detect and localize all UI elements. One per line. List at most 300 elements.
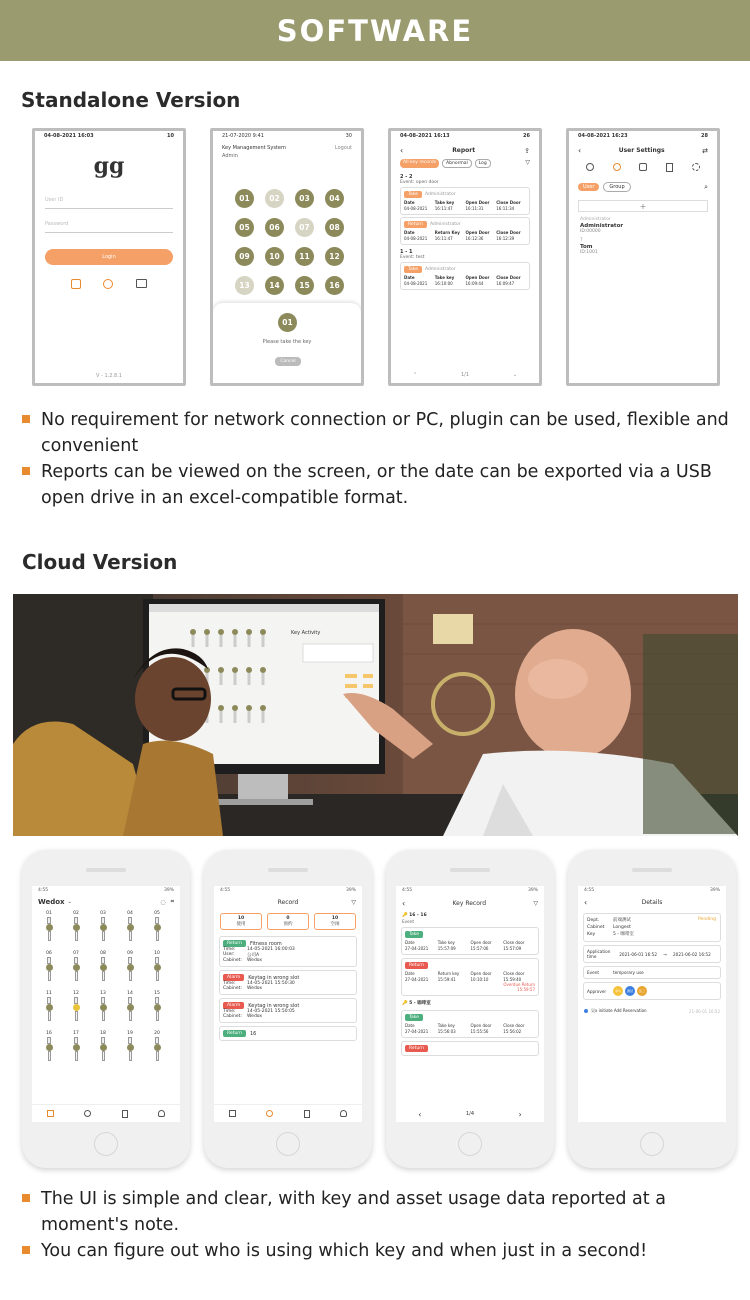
table-header: Take key [437,1023,455,1028]
record-table [404,200,526,211]
slot-number: 01 [46,911,52,916]
key-fob [101,1037,105,1044]
record-tag: Alarm [223,974,244,981]
key-slot-button[interactable]: 09 [235,247,254,266]
key-slot[interactable] [96,1031,110,1061]
key-stem [75,931,78,941]
status-bar: 04-08-2021 16:23 28 [578,133,708,139]
chevron-down-icon[interactable]: ⌄ [67,899,72,905]
key-dot [73,1004,80,1011]
key-record-screen [396,886,544,1122]
detail-key: Cabinet [587,925,605,930]
feature-bullet: No requirement for network connection or PC, plugin can be used, flexible and convenient [21,407,731,459]
record-tag: Return [223,1030,246,1037]
next-page-icon[interactable]: ⌄ [512,372,518,378]
monitor-key-dot [204,629,210,635]
key-dot [46,924,53,931]
record-item-title: 16 [249,1030,257,1037]
approver-avatar: 张三 [637,986,647,996]
record-list [214,936,362,1041]
home-button[interactable] [94,1132,118,1156]
key-fob [47,1037,51,1044]
settings-icon-row [569,155,717,176]
table-header: Close door [503,971,525,976]
doc-icon[interactable] [122,1110,128,1118]
key-dot [127,924,134,931]
report-screen [388,128,542,386]
key-fob [155,1037,159,1044]
speaker [86,868,126,872]
key-dot [73,1044,80,1051]
group-label: 🔑 16 - 16 [402,913,427,918]
home-button[interactable] [640,1132,664,1156]
group-event: Event: open door [400,180,439,185]
key-stem [156,931,159,941]
group-event: Event [402,919,414,924]
key-stem [102,931,105,941]
report-title: Report [452,147,476,154]
monitor-key-stem [248,673,251,685]
chat-icon[interactable]: ◌ [160,898,166,906]
table-cell: 04-08-2021 [404,206,428,211]
user-row-tom[interactable]: Tom ID:1001 [580,244,598,255]
back-icon[interactable]: ‹ [402,899,406,908]
table-header: Date [405,971,415,976]
key-stem [156,1011,159,1021]
key-slot-button[interactable]: 06 [265,218,284,237]
table-cell: 16:11:34 [496,206,515,211]
key-stem [129,931,132,941]
cloud-features [21,1186,731,1264]
key-stem [156,1051,159,1061]
field-label: Cabinet: [223,986,242,991]
detail-row [587,924,717,931]
monitor-key-dot [232,629,238,635]
user-settings-screen [566,128,720,386]
banner-title: SOFTWARE [276,13,474,48]
home-icon[interactable] [229,1110,236,1117]
record-item[interactable] [219,998,357,1023]
key-dot [46,964,53,971]
record-user: Administrator [424,192,456,197]
slot-number: 10 [154,951,160,956]
monitor-key-dot [246,629,252,635]
key-fob [101,997,105,1004]
table-cell: 27-04-2021 [405,946,429,951]
key-slot-button[interactable]: 04 [325,189,344,208]
field-value: Wedox [247,1014,263,1019]
people-at-monitor-illustration [13,594,738,836]
wedox-phone [22,850,190,1168]
record-tag: Take [404,266,422,273]
key-slot[interactable] [42,951,56,981]
record-card[interactable] [400,187,530,215]
table-header: Close door [503,940,525,945]
table-header: Open Door [465,230,490,235]
record-table [405,971,535,982]
key-fob [74,917,78,924]
face-icon[interactable] [71,279,81,289]
record-tag: Return [404,221,427,228]
stat-box[interactable] [220,913,262,930]
field-label: Cabinet: [223,958,242,963]
key-record-card[interactable] [401,927,539,955]
key-slot-button[interactable]: 14 [265,276,284,295]
table-header: Open door [470,940,492,945]
cabinet-selector[interactable]: Wedox [38,898,65,906]
group-label: 1 - 1 [400,249,413,255]
record-table [404,275,526,286]
key-slot[interactable] [96,991,110,1021]
monitor-key-stem [248,711,251,723]
record-card[interactable] [400,217,530,245]
status-bar: 04-08-2021 16:13 26 [400,133,530,139]
record-table [405,1023,535,1034]
key-dot [154,1004,161,1011]
status-bar: 04-08-2021 16:03 10 [44,133,174,139]
key-slot[interactable] [150,1031,164,1061]
table-cell: 15:55:56 [470,1029,489,1034]
key-slot[interactable] [42,911,56,941]
key-slot[interactable] [123,951,137,981]
scan-icon[interactable]: ⌗ [170,898,174,905]
record-tag: Return [223,940,246,947]
application-time-card: Application time 2021-06-01 16:52 → 2021-06-02 16:52 [583,945,721,963]
key-record-card[interactable] [401,958,539,996]
stat-label: 空闲 [330,922,340,927]
group-event: Event: test [400,255,425,260]
clock-icon[interactable] [266,1110,273,1117]
key-slot-grid [32,909,180,1089]
password-field[interactable]: Password [45,221,173,233]
table-header: Take key [434,275,455,280]
monitor-key-dot [190,629,196,635]
record-item[interactable] [219,936,357,967]
key-stem [129,1011,132,1021]
key-slot[interactable] [150,951,164,981]
slot-number: 04 [127,911,133,916]
key-stem [129,971,132,981]
details-title: Details [641,899,663,906]
add-user-button[interactable]: + [578,200,708,212]
key-stem [75,971,78,981]
key-slot-button[interactable]: 12 [325,247,344,266]
key-slot[interactable] [69,911,83,941]
login-button[interactable]: Login [45,249,173,265]
reservation-info-card [583,913,721,942]
key-slot-button[interactable]: 07 [295,218,314,237]
key-slot[interactable] [150,991,164,1021]
key-slot-button[interactable]: 01 [235,189,254,208]
detail-row [587,931,717,938]
report-tabs [391,155,539,172]
slot-number: 08 [100,951,106,956]
key-dot [127,1004,134,1011]
fingerprint-icon[interactable] [103,279,113,289]
search-icon[interactable]: ⌕ [704,182,708,191]
key-dot [127,964,134,971]
key-dot [100,1004,107,1011]
key-dot [127,1044,134,1051]
sync-icon[interactable]: ⇄ [702,146,708,155]
key-slot-button[interactable]: 16 [325,276,344,295]
page-indicator[interactable]: 1/4 [465,1111,475,1117]
key-slot[interactable] [123,1031,137,1061]
shield-icon[interactable] [639,163,647,171]
stat-box[interactable] [267,913,309,930]
overdue-time: 15:59:57 [517,987,535,992]
doc-icon[interactable] [666,163,673,172]
key-slot[interactable] [123,911,137,941]
speaker [268,868,308,872]
slot-number: 20 [154,1031,160,1036]
key-slot[interactable] [69,991,83,1021]
report-tab[interactable]: Abnormal [442,159,472,168]
key-slot[interactable] [123,991,137,1021]
key-record-title: Key Record [452,900,487,907]
key-slot-button[interactable]: 05 [235,218,254,237]
user-chip[interactable]: User [578,183,599,191]
field-value: Wedox [247,958,263,963]
record-tag: Return [405,962,428,969]
user-icon[interactable] [340,1110,347,1117]
key-dot [100,1044,107,1051]
version-label: V - 1.2.8.1 [96,373,122,379]
key-slot-button[interactable]: 03 [295,189,314,208]
pager [396,1106,544,1122]
key-fob [155,997,159,1004]
field-value: 14-05-2021 15:50:30 [247,981,295,986]
field-value: Wedox [247,986,263,991]
key-record-phone [386,850,554,1168]
cancel-button[interactable]: Cancel [275,357,301,366]
settings-title: User Settings [618,147,665,154]
stat-count: 10 [331,916,339,921]
page-indicator: 1/1 [460,372,470,378]
take-key-dialog [213,303,361,386]
table-cell: 16:11:31 [465,206,484,211]
key-dot [154,924,161,931]
key-stem [102,1051,105,1061]
group-label: 2 - 2 [400,174,413,180]
key-stem [102,971,105,981]
slot-number: 15 [154,991,160,996]
monitor-key-dot [260,629,266,635]
table-cell: 27-04-2021 [405,977,429,982]
key-record-card[interactable] [401,1041,539,1056]
key-slot-button[interactable]: 11 [295,247,314,266]
speaker [632,868,672,872]
record-screen [214,886,362,1122]
event-card: Event temporary use [583,966,721,979]
report-list [391,172,539,290]
stat-box[interactable] [314,913,356,930]
status-bar: 4:55 39% [220,888,356,893]
table-cell: 15:59:41 [437,977,456,982]
monitor-key-dot [246,667,252,673]
approver-card: Approver 李兵 测试 张三 [583,982,721,1000]
record-user: Administrator [424,267,456,272]
key-stem [48,971,51,981]
table-header: Date [404,200,415,205]
logout-link[interactable]: Logout [334,145,352,151]
key-fob [128,957,132,964]
standalone-title: Standalone Version [21,88,241,112]
slot-number: 12 [73,991,79,996]
record-card[interactable] [400,262,530,290]
table-header: Date [405,940,415,945]
record-phone [204,850,372,1168]
back-icon[interactable]: ‹ [578,146,582,155]
filter-icon[interactable]: ▽ [351,899,356,906]
key-record-list [396,912,544,1056]
export-icon[interactable]: ⇪ [524,146,530,155]
status-bar: 4:55 39% [402,888,538,893]
key-icon[interactable] [586,163,594,171]
key-slot-button[interactable]: 02 [265,189,284,208]
user-id-field[interactable]: User ID [45,197,173,209]
slot-number: 11 [46,991,52,996]
details-screen [578,886,726,1122]
status-badge: Pending [698,917,716,922]
monitor-key-stem [192,635,195,647]
key-fob [128,1037,132,1044]
key-dot [73,924,80,931]
filter-icon[interactable]: ▽ [525,159,530,166]
key-slot-button[interactable]: 10 [265,247,284,266]
monitor-key-stem [262,673,265,685]
report-tab[interactable]: Log [475,159,491,168]
table-cell: 16:11:47 [434,236,453,241]
table-cell: 16:09:44 [465,281,484,286]
detail-value: 5 - 咖啡室 [613,932,634,937]
doc-icon[interactable] [304,1110,310,1118]
key-slot-button[interactable]: 08 [325,218,344,237]
key-slot[interactable] [69,1031,83,1061]
home-button[interactable] [458,1132,482,1156]
slot-number: 07 [73,951,79,956]
key-fob [47,997,51,1004]
slot-number: 02 [73,911,79,916]
stat-label: 预约 [283,922,293,927]
record-item[interactable] [219,1026,357,1041]
status-bar: 4:55 39% [38,888,174,893]
monitor-key-stem [206,635,209,647]
key-record-card[interactable] [401,1010,539,1038]
back-icon[interactable]: ‹ [584,898,588,907]
key-fob [101,917,105,924]
table-header: Date [404,230,415,235]
record-tag: Take [405,1014,423,1021]
key-stem [156,971,159,981]
clock-icon[interactable] [84,1110,91,1117]
record-tag: Alarm [223,1002,244,1009]
monitor-key-dot [232,705,238,711]
monitor-key-dot [232,667,238,673]
monitor-key-stem [262,711,265,723]
group-chip[interactable]: Group [603,182,630,192]
group-label: 🔑 5 - 咖啡室 [402,1001,431,1006]
table-header: Take key [437,940,455,945]
bottom-tab-bar [32,1104,180,1122]
login-screen [32,128,186,386]
key-fob [47,957,51,964]
monitor-key-dot [246,705,252,711]
key-slot[interactable] [96,911,110,941]
filter-icon[interactable]: ▽ [533,900,538,907]
key-stem [129,1051,132,1061]
key-slot[interactable] [150,911,164,941]
table-cell: 15:59:40 [503,977,522,982]
record-title: Record [277,899,299,906]
stat-count: 10 [237,916,245,921]
monitor-key-dot [218,629,224,635]
monitor-key-stem [220,711,223,723]
field-label: Cabinet: [223,1014,242,1019]
slot-number: 09 [127,951,133,956]
prev-page-icon[interactable]: ‹ [418,1109,422,1119]
table-cell: 10:10:10 [470,977,489,982]
home-icon[interactable] [47,1110,54,1117]
key-fob [47,917,51,924]
monitor-key-dot [218,705,224,711]
table-cell: 16:12:39 [496,236,515,241]
key-slot-button[interactable]: 13 [235,276,254,295]
key-fob [74,1037,78,1044]
key-slot[interactable] [42,1031,56,1061]
key-slot[interactable] [42,991,56,1021]
detail-value: 前端测试 [613,918,631,923]
key-slot[interactable] [96,951,110,981]
monitor-key-stem [220,673,223,685]
home-button[interactable] [276,1132,300,1156]
card-icon[interactable] [136,279,147,288]
key-slot[interactable] [69,951,83,981]
key-stem [75,1051,78,1061]
record-item[interactable] [219,970,357,995]
table-header: Open door [470,1023,492,1028]
gear-icon[interactable] [692,163,700,171]
user-icon[interactable] [158,1110,165,1117]
table-cell: 15:57:09 [503,946,522,951]
detail-key: Dept. [587,918,600,923]
monitor-screen-title: Key Activity [291,630,321,636]
key-fob [128,997,132,1004]
back-icon[interactable]: ‹ [400,146,404,155]
timeline-entry: 吴x initiate Add Reservation 21-06-01 16:52 [578,1003,726,1019]
key-stem [48,1011,51,1021]
field-label: Time: [223,1009,236,1014]
table-header: Date [404,275,415,280]
system-title: Key Management System [222,145,286,151]
prev-page-icon[interactable]: ⌃ [412,372,418,378]
monitor-key-stem [234,711,237,723]
users-icon[interactable] [613,163,621,171]
stat-count: 0 [286,916,290,921]
record-tag: Take [404,191,422,198]
report-tab[interactable]: All key records [400,159,439,168]
key-dot [100,964,107,971]
record-tag: Return [405,1045,428,1052]
next-page-icon[interactable]: › [518,1109,522,1119]
slot-number: 19 [127,1031,133,1036]
monitor-key-stem [234,673,237,685]
table-header: Open Door [465,275,490,280]
approver-avatar: 测试 [625,986,635,996]
table-cell: 16:10:00 [434,281,453,286]
user-row-admin[interactable]: Administrator ID:00000 [580,223,624,234]
key-slot-button[interactable]: 15 [295,276,314,295]
